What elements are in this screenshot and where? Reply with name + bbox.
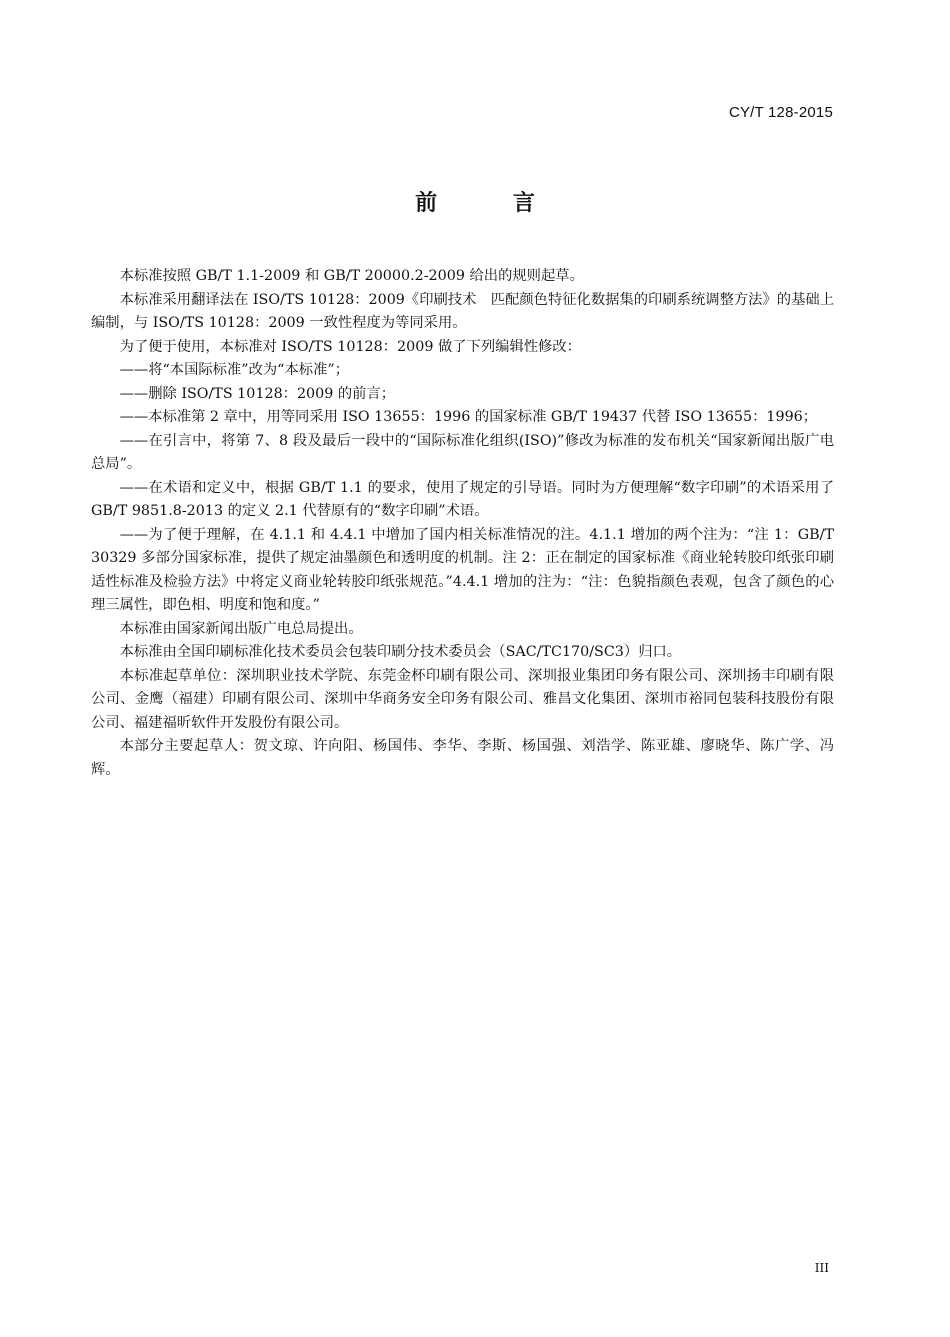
paragraph: 本标准采用翻译法在 ISO/TS 10128：2009《印刷技术 匹配颜色特征化数据集的印刷系统调整方法》的基础上编制，与 ISO/TS 10128：2009 一致性程度为等同采用。 bbox=[91, 291, 834, 331]
paragraph: 本标准按照 GB/T 1.1-2009 和 GB/T 20000.2-2009 给出的规则起草。 bbox=[119, 268, 584, 284]
paragraph: 本标准由国家新闻出版广电总局提出。 bbox=[119, 620, 363, 637]
paragraph: 为了便于使用，本标准对 ISO/TS 10128：2009 做了下列编辑性修改： bbox=[119, 338, 581, 355]
page-title: 前 言 bbox=[415, 191, 569, 216]
paragraph: 本标准由全国印刷标准化技术委员会包装印刷分技术委员会（SAC/TC170/SC3）归口。 bbox=[119, 644, 682, 660]
list-item: ——在术语和定义中，根据 GB/T 1.1 的要求，使用了规定的引导语。同时为方便理解“数字印刷”的术语采用了 GB/T 9851.8-2013 的定义 2.1 代替原有的“数字印刷”术语。 bbox=[91, 479, 834, 519]
list-item: ——本标准第 2 章中，用等同采用 ISO 13655：1996 的国家标准 GB/T 19437 代替 ISO 13655：1996； bbox=[119, 409, 818, 425]
page-number: III bbox=[814, 1261, 829, 1275]
paragraph: 本标准起草单位：深圳职业技术学院、东莞金杯印刷有限公司、深圳报业集团印务有限公司、深圳扬丰印刷有限公司、金鹰（福建）印刷有限公司、深圳中华商务安全印务有限公司、雅昌文化集团、深圳市裕同包装科技股份有限公司、福建福昕软件开发股份有限公司。 bbox=[91, 667, 834, 731]
list-item: ——为了便于理解，在 4.1.1 和 4.4.1 中增加了国内相关标准情况的注。4.1.1 增加的两个注为：“注 1：GB/T 30329 多部分国家标准，提供了规定油墨颜色和透明度的机制。注 2：正在制定的国家标准《商业轮转胶印纸张印刷适性标准及检验方法》中将定义商业轮转胶印纸张规范。”4.4.1 增加的注为：“注：色貌指颜色表观，包含了颜色的心理三属性，即色相、明度和饱和度。” bbox=[91, 526, 834, 613]
list-item: ——删除 ISO/TS 10128：2009 的前言； bbox=[119, 385, 396, 402]
paragraph: 本部分主要起草人：贺文琼、许向阳、杨国伟、李华、李斯、杨国强、刘浩学、陈亚雄、廖晓华、陈广学、冯辉。 bbox=[91, 738, 834, 778]
list-item: ——将“本国际标准”改为“本标准”； bbox=[119, 362, 349, 378]
body-text bbox=[91, 265, 834, 782]
list-item: ——在引言中，将第 7、8 段及最后一段中的“国际标准化组织(ISO)”修改为标准的发布机关“国家新闻出版广电总局”。 bbox=[91, 432, 834, 472]
standard-code: CY/T 128-2015 bbox=[728, 104, 833, 121]
